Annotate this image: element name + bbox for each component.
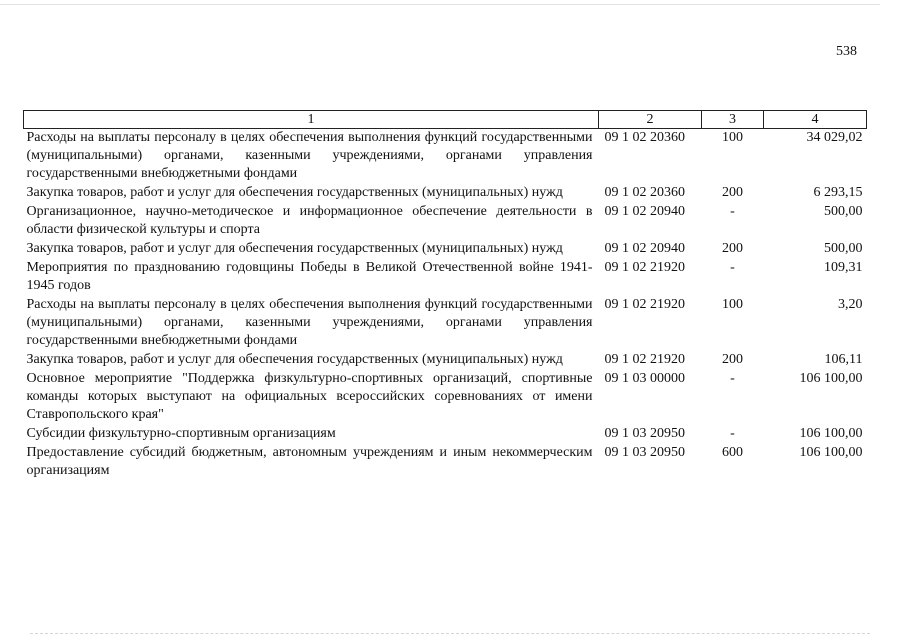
- row-expense-type: 100: [722, 297, 743, 312]
- row-target-code: 09 1 03 20950: [604, 426, 685, 441]
- row-expense-type: 200: [722, 241, 743, 256]
- budget-table-container: [23, 110, 866, 481]
- table-row: [24, 425, 867, 444]
- row-target-code: 09 1 02 20940: [604, 204, 685, 219]
- row-amount: 106 100,00: [799, 426, 863, 441]
- row-expense-type: 100: [722, 130, 743, 145]
- row-amount: 500,00: [824, 204, 863, 219]
- row-expense-type: -: [730, 204, 735, 219]
- table-body: [24, 129, 867, 482]
- table-row: [24, 240, 867, 259]
- row-amount: 106 100,00: [799, 445, 863, 460]
- row-description: Закупка товаров, работ и услуг для обеспечения государственных (муниципальных) нужд: [26, 352, 563, 367]
- row-description: Закупка товаров, работ и услуг для обеспечения государственных (муниципальных) нужд: [26, 185, 563, 200]
- row-expense-type: 600: [722, 445, 743, 460]
- row-target-code: 09 1 02 20360: [604, 185, 685, 200]
- row-amount: 106 100,00: [799, 371, 863, 386]
- row-amount: 6 293,15: [813, 185, 863, 200]
- row-target-code: 09 1 02 20940: [604, 241, 685, 256]
- header-col-3: 3: [702, 111, 764, 129]
- budget-table: [23, 110, 867, 481]
- row-description: Основное мероприятие "Поддержка физкультурно-спортивных организаций, спортивные команды которых выступают на официальных всероссийских соревнованиях от имени Ставропольского края": [26, 371, 593, 422]
- row-target-code: 09 1 03 00000: [604, 371, 685, 386]
- table-row: [24, 370, 867, 425]
- row-target-code: 09 1 02 20360: [604, 130, 685, 145]
- table-header: [24, 111, 867, 129]
- table-row: [24, 259, 867, 296]
- header-row: [24, 111, 867, 129]
- page-number: 538: [836, 44, 857, 59]
- scan-edge-line: [0, 4, 880, 5]
- header-col-4: 4: [764, 111, 867, 129]
- header-col-2: 2: [599, 111, 702, 129]
- row-amount: 106,11: [824, 352, 863, 367]
- row-expense-type: -: [730, 426, 735, 441]
- row-description: Субсидии физкультурно-спортивным организациям: [26, 426, 336, 441]
- row-amount: 109,31: [824, 260, 863, 275]
- header-col-1: 1: [24, 111, 599, 129]
- row-target-code: 09 1 02 21920: [604, 260, 685, 275]
- row-expense-type: 200: [722, 352, 743, 367]
- table-row: [24, 129, 867, 185]
- row-amount: 3,20: [838, 297, 863, 312]
- row-description: Расходы на выплаты персоналу в целях обеспечения выполнения функций государственными (муниципальными) органами, казенными учреждениями, органами управления государственными внебюджетными фондами: [26, 130, 593, 181]
- row-description: Мероприятия по празднованию годовщины Победы в Великой Отечественной войне 1941-1945 годов: [26, 260, 593, 293]
- row-expense-type: -: [730, 371, 735, 386]
- row-expense-type: 200: [722, 185, 743, 200]
- row-target-code: 09 1 03 20950: [604, 445, 685, 460]
- table-row: [24, 184, 867, 203]
- row-target-code: 09 1 02 21920: [604, 297, 685, 312]
- table-row: [24, 351, 867, 370]
- row-description: Предоставление субсидий бюджетным, автономным учреждениям и иным некоммерческим организациям: [26, 445, 593, 478]
- table-row: [24, 444, 867, 481]
- row-target-code: 09 1 02 21920: [604, 352, 685, 367]
- row-expense-type: -: [730, 260, 735, 275]
- table-row: [24, 203, 867, 240]
- table-row: [24, 296, 867, 351]
- row-amount: 34 029,02: [806, 130, 863, 145]
- scan-noise-line: [30, 633, 870, 634]
- row-description: Закупка товаров, работ и услуг для обеспечения государственных (муниципальных) нужд: [26, 241, 563, 256]
- row-description: Расходы на выплаты персоналу в целях обеспечения выполнения функций государственными (муниципальными) органами, казенными учреждениями, органами управления государственными внебюджетными фондами: [26, 297, 593, 348]
- row-description: Организационное, научно-методическое и информационное обеспечение деятельности в области физической культуры и спорта: [26, 204, 593, 237]
- row-amount: 500,00: [824, 241, 863, 256]
